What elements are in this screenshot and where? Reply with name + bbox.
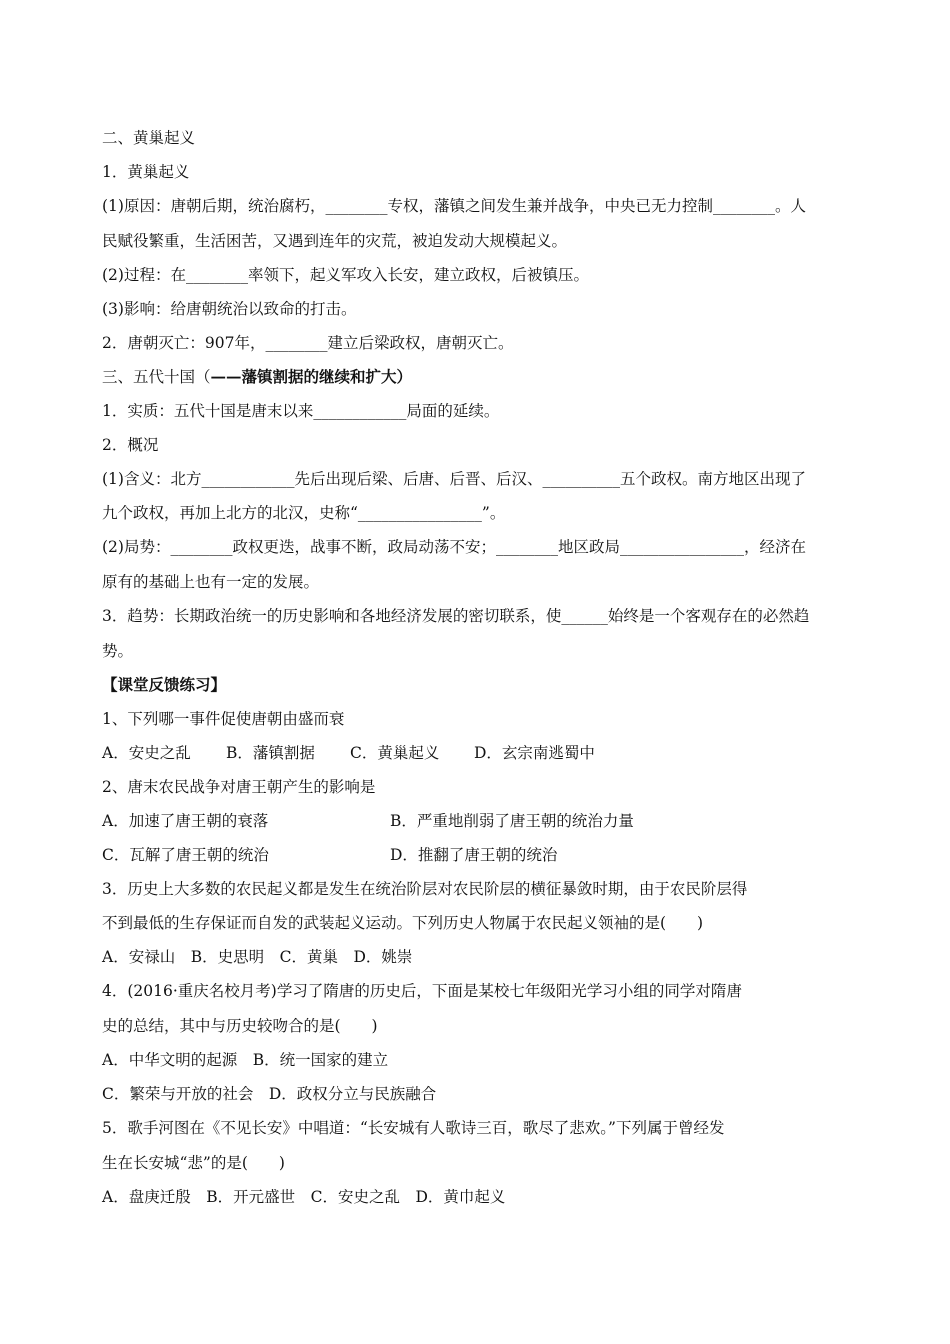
situation-line-2: 原有的基础上也有一定的发展。 [102,573,320,591]
q4-options-row-1: A．中华文明的起源 B．统一国家的建立 [102,1051,389,1069]
trend-line-1: 3．趋势：长期政治统一的历史影响和各地经济发展的密切联系，使______始终是一个客观存在的必然趋 [102,607,810,625]
q4-stem-line-2: 史的总结，其中与历史较吻合的是( ) [102,1017,378,1035]
q1-option-b: B．藩镇割据 [226,744,315,762]
q1-option-d: D．玄宗南逃蜀中 [474,744,595,762]
q5-stem-line-1: 5．歌手河图在《不见长安》中唱道：“长安城有人歌诗三百，歌尽了悲欢。”下列属于曾经发 [102,1119,725,1137]
process-line: (2)过程：在________率领下，起义军攻入长安，建立政权，后被镇压。 [102,266,589,284]
q5-stem-line-2: 生在长安城“悲”的是( ) [102,1154,285,1172]
q1-options [102,743,595,763]
q5-options: A．盘庚迁殷 B．开元盛世 C．安史之乱 D．黄巾起义 [102,1188,506,1206]
q1-option-a: A．安史之乱 [102,744,191,762]
q1-option-c: C．黄巢起义 [350,744,440,762]
q3-options: A．安禄山 B．史思明 C．黄巢 D．姚崇 [102,948,413,966]
q3-stem-line-1: 3．历史上大多数的农民起义都是发生在统治阶层对农民阶层的横征暴敛时期，由于农民阶层得 [102,880,748,898]
q2-stem: 2、唐末农民战争对唐王朝产生的影响是 [102,778,376,796]
q2-options-row-1 [102,811,634,831]
practice-heading: 【课堂反馈练习】 [102,675,227,694]
section-2-heading: 二、黄巢起义 [102,129,196,147]
overview-title: 2．概况 [102,436,159,454]
tang-fall-line: 2．唐朝灭亡：907年，________建立后梁政权，唐朝灭亡。 [102,334,514,352]
q3-stem-line-2: 不到最低的生存保证而自发的武装起义运动。下列历史人物属于农民起义领袖的是( ) [102,914,704,932]
meaning-line-1: (1)含义：北方____________先后出现后梁、后唐、后晋、后汉、__________五个政权。南方地区出现了 [102,470,806,488]
cause-line-2: 民赋役繁重，生活困苦，又遇到连年的灾荒，被迫发动大规模起义。 [102,232,568,250]
trend-line-2: 势。 [102,642,134,660]
q2-option-c: C．瓦解了唐王朝的统治 [102,846,269,864]
q2-option-a: A．加速了唐王朝的衰落 [102,812,269,830]
cause-line-1: (1)原因：唐朝后期，统治腐朽，________专权，藩镇之间发生兼并战争，中央已无力控制________。人 [102,197,806,215]
impact-line: (3)影响：给唐朝统治以致命的打击。 [102,300,357,318]
section-3-heading-plain: 三、五代十国（ [102,368,211,386]
q2-options-row-2 [102,845,557,865]
section-2-item-1-title: 1．黄巢起义 [102,163,190,181]
situation-line-1: (2)局势：________政权更迭，战事不断，政局动荡不安；________地区政局________________，经济在 [102,538,806,556]
q1-stem: 1、下列哪一事件促使唐朝由盛而衰 [102,710,345,728]
q4-options-row-2: C．繁荣与开放的社会 D．政权分立与民族融合 [102,1085,437,1103]
q2-option-b: B．严重地削弱了唐王朝的统治力量 [390,812,634,830]
section-3-heading [102,367,412,387]
section-3-heading-bold: ——藩镇割据的继续和扩大） [210,367,413,386]
q2-option-d: D．推翻了唐王朝的统治 [390,846,558,864]
q4-stem-line-1: 4．(2016·重庆名校月考)学习了隋唐的历史后，下面是某校七年级阳光学习小组的同学对隋唐 [102,982,742,1000]
essence-line: 1．实质：五代十国是唐末以来____________局面的延续。 [102,402,500,420]
meaning-line-2: 九个政权，再加上北方的北汉，史称“________________”。 [102,504,506,522]
